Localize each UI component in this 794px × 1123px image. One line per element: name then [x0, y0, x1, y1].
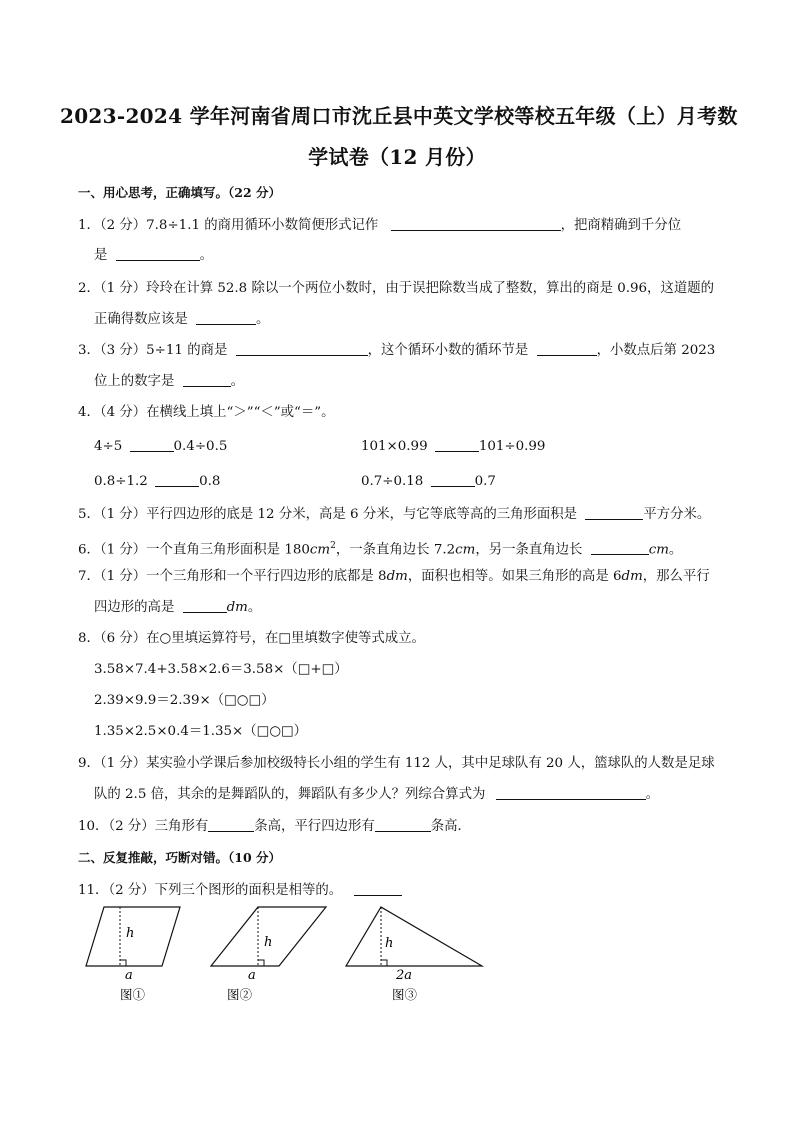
question-5: 5．（1 分）平行四边形的底是 12 分米，高是 6 分米，与它等底等高的三角形面积是 平方分米。 — [78, 507, 711, 522]
figure-caption-2: 图② — [227, 987, 253, 1002]
question-3-cont: 位上的数字是 。 — [94, 374, 244, 389]
question-6: 6．（1 分）一个直角三角形面积是 $180cm^2$，一条直角边长 7.2cm，另一条直角边长 cm。 — [78, 541, 683, 558]
question-4: 4．（4 分）在横线上填上“＞”“＜”或“＝”。 — [78, 405, 335, 420]
height-label-2: h — [264, 935, 273, 950]
equation-1: 3.58×7.4+3.58×2.6＝3.58×（□+□） — [94, 662, 348, 677]
height-label-1: h — [126, 926, 135, 941]
question-1-cont: 是 。 — [94, 248, 214, 263]
height-label-3: h — [385, 936, 394, 951]
exam-title-line-1: 2023-2024 学年河南省周口市沈丘县中英文学校等校五年级（上）月考数 — [60, 104, 738, 128]
section-one-heading: 一、用心思考，正确填写。（22 分） — [78, 185, 281, 200]
base-label-1: a — [125, 968, 133, 983]
question-7: 7．（1 分）一个三角形和一个平行四边形的底都是 8dm，面积也相等。如果三角形的高是 6dm，那么平行 — [78, 569, 710, 584]
exam-title-line-2: 学试卷（12 月份） — [308, 145, 486, 169]
comparison-2: 101×0.99 101÷0.99 — [361, 439, 546, 454]
triangle-figure-3 — [346, 907, 482, 966]
section-two-heading: 二、反复推敲，巧断对错。（10 分） — [78, 850, 281, 865]
question-2-cont: 正确得数应该是 。 — [94, 312, 270, 327]
question-9: 9．（1 分）某实验小学课后参加校级特长小组的学生有 112 人，其中足球队有 20 人，篮球队的人数是足球 — [78, 756, 715, 771]
base-label-3: 2a — [396, 968, 413, 983]
right-angle-mark-2 — [258, 960, 264, 966]
question-10: 10．（2 分）三角形有 条高，平行四边形有 条高． — [78, 819, 471, 834]
base-label-2: a — [248, 968, 256, 983]
figure-caption-3: 图③ — [392, 987, 418, 1002]
question-1: 1．（2 分）7.8÷1.1 的商用循环小数简便形式记作 ，把商精确到千分位 — [78, 218, 682, 233]
comparison-3: 0.8÷1.2 0.8 — [94, 474, 221, 489]
equation-2: 2.39×9.9＝2.39×（□○□） — [94, 693, 275, 708]
question-11: 11．（2 分）下列三个图形的面积是相等的。 — [78, 882, 402, 900]
comparison-4: 0.7÷0.18 0.7 — [361, 474, 496, 489]
right-angle-mark-3 — [381, 960, 387, 966]
question-3: 3．（3 分）5÷11 的商是 ，这个循环小数的循环节是 ，小数点后第 2023 — [78, 343, 716, 358]
right-angle-mark-1 — [120, 960, 126, 966]
equation-3: 1.35×2.5×0.4＝1.35×（□○□） — [94, 724, 308, 739]
figure-caption-1: 图① — [120, 987, 146, 1002]
question-9-cont: 队的 2.5 倍，其余的是舞蹈队的，舞蹈队有多少人？列综合算式为 。 — [94, 787, 660, 802]
question-8: 8．（6 分）在○里填运算符号，在□里填数字使等式成立。 — [78, 631, 425, 646]
comparison-1: 4÷5 0.4÷0.5 — [94, 439, 228, 454]
question-7-cont: 四边形的高是 dm。 — [94, 600, 262, 615]
question-2: 2．（1 分）玲玲在计算 52.8 除以一个两位小数时，由于误把除数当成了整数，算出的商是 0.96，这道题的 — [78, 281, 715, 296]
